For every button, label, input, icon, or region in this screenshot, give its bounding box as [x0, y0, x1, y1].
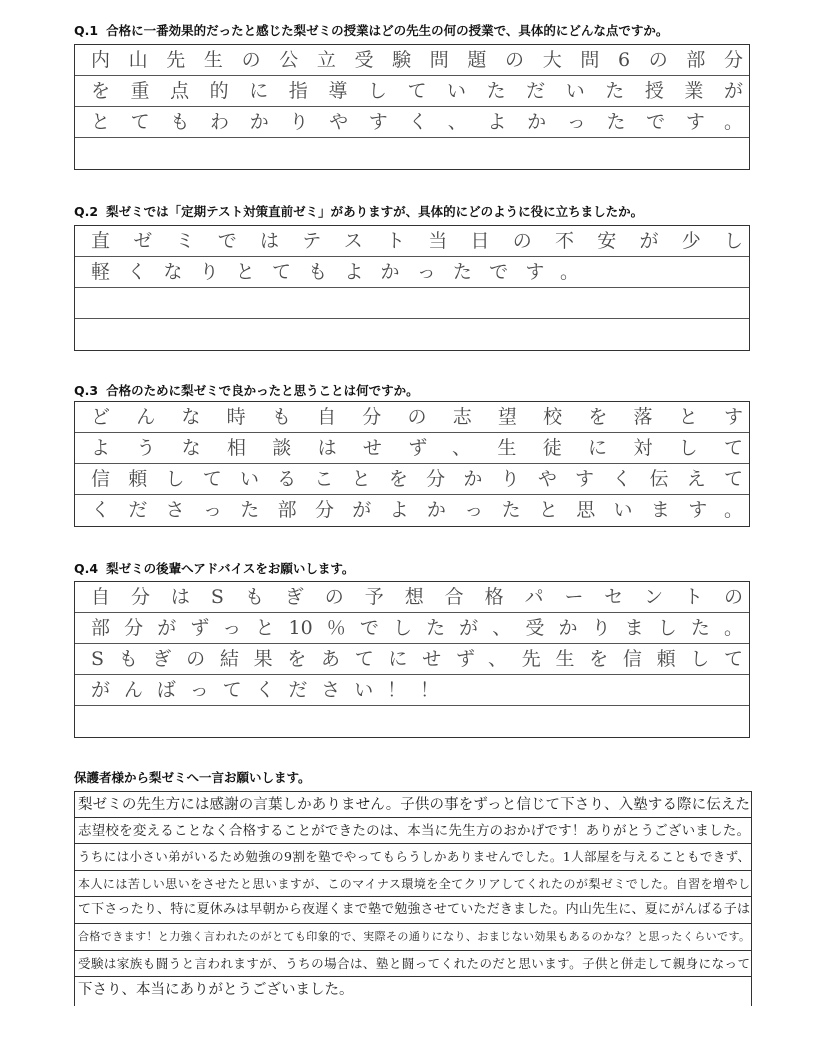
- answer-line: を重点的に指導していただいた授業が: [91, 80, 743, 102]
- parent-comment-line: 梨ゼミの先生方には感謝の言葉しかありません。子供の事をずっと信じて下さり、入塾する際に伝えた: [78, 797, 750, 813]
- question-text: 梨ゼミの後輩へアドバイスをお願いします。: [106, 561, 355, 576]
- parent-comment-line: 合格できます！と力強く言われたのがとても印象的で、実際その通りになり、おまじない効果もあるのかな？と思ったくらいです。: [78, 929, 750, 943]
- parent-comment-line: て下さったり、特に夏休みは早朝から夜遅くまで塾で勉強させていただきました。内山先生に、夏にがんばる子は: [78, 902, 750, 918]
- answer-line: 信頼していることを分かりやすく伝えて: [91, 468, 743, 490]
- question-2-answer-box: [74, 225, 750, 351]
- parent-comment-line: 志望校を変えることなく合格することができたのは、本当に先生方のおかげです！ありがとうございました。: [78, 822, 750, 839]
- question-4-answer-box: [74, 581, 750, 738]
- question-text: 梨ゼミでは「定期テスト対策直前ゼミ」がありますが、具体的にどのように役に立ちましたか。: [106, 204, 644, 219]
- question-2-title: [74, 202, 643, 220]
- question-1-answer-box: [74, 44, 750, 170]
- question-4-title: [74, 559, 354, 577]
- question-1-title: [74, 21, 668, 39]
- question-number: Q.2: [74, 204, 99, 219]
- question-number: Q.1: [74, 23, 99, 38]
- answer-line: くださった部分がよかったと思います。: [91, 499, 743, 521]
- parent-comment-line: 受験は家族も闘うと言われますが、うちの場合は、塾と闘ってくれたのだと思います。子供と併走して親身になって: [78, 955, 750, 971]
- parent-comment-line: 本人には苦しい思いをさせたと思いますが、このマイナス環境を全てクリアしてくれたのが梨ゼミでした。自習を増やし: [78, 876, 750, 891]
- parent-comment-line: うちには小さい弟がいるため勉強の9割を塾でやってもらうしかありませんでした。1人部屋を与えることもできず、: [78, 849, 750, 865]
- question-text: 合格に一番効果的だったと感じた梨ゼミの授業はどの先生の何の授業で、具体的にどんな点ですか。: [106, 23, 669, 38]
- answer-line: がんばってください！！: [91, 679, 439, 701]
- answer-line: 軽くなりとてもよかったです。: [91, 261, 579, 283]
- question-number: Q.4: [74, 561, 99, 576]
- answer-line: Sもぎの結果をあてにせず、先生を信頼して: [91, 648, 743, 670]
- question-3-title: [74, 381, 419, 399]
- parent-comment-title: 保護者様から梨ゼミへ一言お願いします。: [74, 770, 311, 785]
- parent-comment-line: 下さり、本当にありがとうございました。: [78, 982, 354, 999]
- question-3-answer-box: [74, 401, 750, 527]
- answer-line: とてもわかりやすく、よかったです。: [91, 111, 743, 133]
- answer-line: どんな時も自分の志望校を落とす: [91, 406, 743, 428]
- answer-line: 自分はSもぎの予想合格パーセントの: [91, 586, 743, 608]
- parent-comment-box: [74, 791, 752, 1032]
- answer-line: ような相談はせず、生徒に対して: [91, 437, 743, 459]
- answer-line: 直ゼミではテスト当日の不安が少し: [91, 230, 743, 252]
- question-text: 合格のために梨ゼミで良かったと思うことは何ですか。: [106, 383, 419, 398]
- answer-line: 内山先生の公立受験問題の大問6の部分: [91, 49, 743, 71]
- answer-line: 部分がずっと10％でしたが、受かりました。: [91, 617, 743, 639]
- question-number: Q.3: [74, 383, 99, 398]
